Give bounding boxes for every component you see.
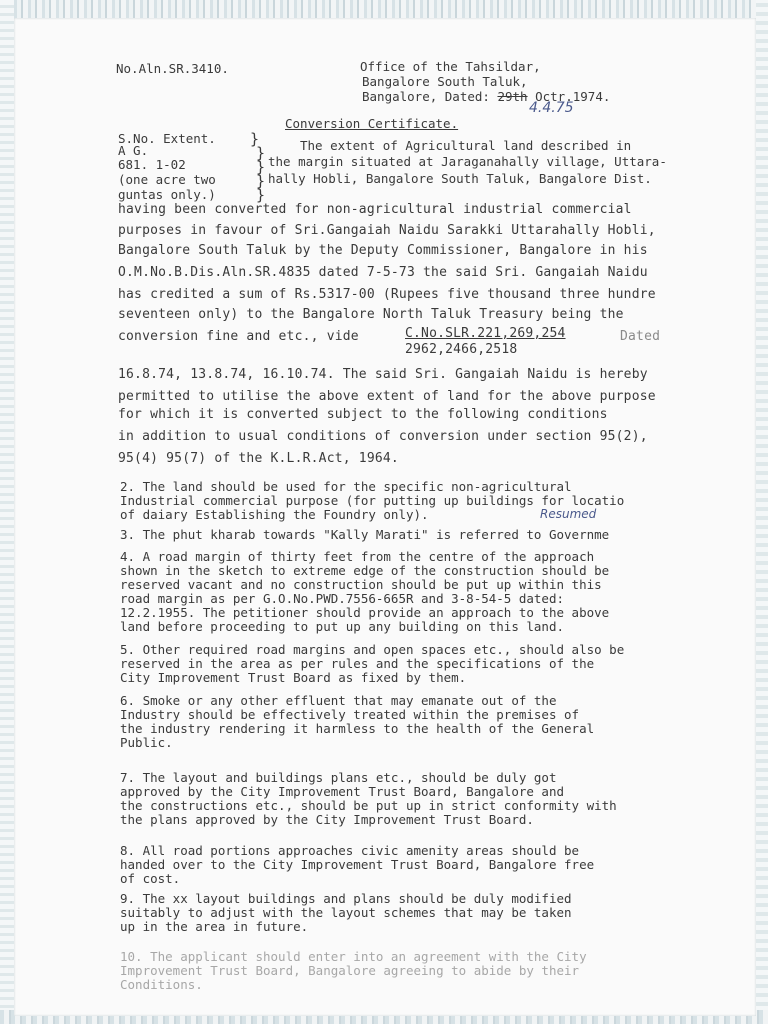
body-line-4: having been converted for non-agricultural industrial commercial: [118, 202, 632, 217]
condition-4-line-6: land before proceeding to put up any building on this land.: [120, 619, 565, 634]
condition-6-line-2: Industry should be effectively treated within the premises of: [120, 707, 580, 722]
handwritten-resumed-note: Resumed: [540, 507, 597, 521]
dated-label: Dated: [620, 329, 661, 344]
margin-survey-values: 681. 1-02: [118, 157, 186, 172]
challan-numbers: C.No.SLR.221,269,254: [405, 326, 566, 341]
body-line-8: has credited a sum of Rs.5317-00 (Rupees five thousand three hundre: [118, 287, 656, 302]
dated-prefix: Bangalore, Dated:: [362, 89, 490, 104]
struck-date: 29th: [497, 89, 528, 104]
margin-units: A G.: [118, 143, 149, 158]
condition-2-line-2: Industrial commercial purpose (for putting up buildings for locatio: [120, 493, 625, 508]
condition-7-line-1: 7. The layout and buildings plans etc., should be duly got: [120, 770, 557, 785]
scan-edge-left: [0, 0, 14, 1024]
condition-10-line-2: Improvement Trust Board, Bangalore agreeing to abide by their: [120, 963, 580, 978]
condition-2-line-1: 2. The land should be used for the specific non-agricultural: [120, 479, 572, 494]
condition-8-line-3: of cost.: [120, 871, 181, 886]
condition-4-line-5: 12.2.1955. The petitioner should provide an approach to the above: [120, 605, 610, 620]
margin-brace-3: }: [256, 158, 266, 176]
body-line-2: the margin situated at Jaraganahally village, Uttara-: [268, 154, 667, 169]
condition-9-line-1: 9. The xx layout buildings and plans should be duly modified: [120, 891, 572, 906]
reference-number: No.Aln.SR.3410.: [116, 61, 229, 76]
condition-7-line-2: approved by the City Improvement Trust Board, Bangalore and: [120, 784, 565, 799]
office-line-1: Office of the Tahsildar,: [360, 59, 541, 74]
para2-line-4: in addition to usual conditions of conversion under section 95(2),: [118, 429, 648, 444]
condition-7-line-4: the plans approved by the City Improvement Trust Board.: [120, 812, 534, 827]
condition-4-line-2: shown in the sketch to extreme edge of the construction should be: [120, 563, 610, 578]
condition-8-line-1: 8. All road portions approaches civic amenity areas should be: [120, 843, 580, 858]
condition-5-line-1: 5. Other required road margins and open spaces etc., should also be: [120, 642, 625, 657]
condition-5-line-3: City Improvement Trust Board as fixed by them.: [120, 670, 467, 685]
condition-8-line-2: handed over to the City Improvement Trust Board, Bangalore free: [120, 857, 595, 872]
condition-5-line-2: reserved in the area as per rules and the specifications of the: [120, 656, 595, 671]
margin-brace-2: }: [256, 144, 266, 162]
margin-extent-words-1: (one acre two: [118, 172, 216, 187]
condition-9-line-3: up in the area in future.: [120, 919, 309, 934]
condition-4-line-3: reserved vacant and no construction should be put up within this: [120, 577, 602, 592]
body-line-7: O.M.No.B.Dis.Aln.SR.4835 dated 7-5-73 the said Sri. Gangaiah Naidu: [118, 265, 648, 280]
condition-6-line-3: the industry rendering it harmless to the health of the General: [120, 721, 595, 736]
condition-9-line-2: suitably to adjust with the layout schemes that may be taken: [120, 905, 572, 920]
challan-numbers-denominator: 2962,2466,2518: [405, 342, 518, 357]
margin-brace-5: }: [256, 186, 266, 204]
body-line-1: The extent of Agricultural land described in: [300, 138, 632, 153]
body-line-3: hally Hobli, Bangalore South Taluk, Bangalore Dist.: [268, 171, 652, 186]
para2-line-1: 16.8.74, 13.8.74, 16.10.74. The said Sri. Gangaiah Naidu is hereby: [118, 367, 648, 382]
condition-6-line-4: Public.: [120, 735, 173, 750]
condition-3-line-1: 3. The phut kharab towards "Kally Marati" is referred to Governme: [120, 527, 610, 542]
condition-10-line-1: 10. The applicant should enter into an agreement with the City: [120, 949, 587, 964]
condition-4-line-1: 4. A road margin of thirty feet from the centre of the approach: [120, 549, 595, 564]
body-line-10: conversion fine and etc., vide: [118, 329, 359, 344]
handwritten-date: 4.4.75: [529, 100, 574, 116]
scan-edge-top: [0, 0, 768, 20]
office-line-2: Bangalore South Taluk,: [362, 74, 528, 89]
condition-2-line-3: of daiary Establishing the Foundry only).: [120, 507, 429, 522]
body-line-5: purposes in favour of Sri.Gangaiah Naidu Sarakki Uttarahally Hobli,: [118, 223, 656, 238]
dated-suffix: Octr.1974.: [535, 89, 611, 104]
margin-brace-1: }: [250, 130, 260, 148]
margin-extent-words-2: guntas only.): [118, 187, 216, 202]
margin-survey-header: S.No. Extent.: [118, 131, 216, 146]
margin-brace-4: }: [256, 172, 266, 190]
condition-7-line-3: the constructions etc., should be put up in strict conformity with: [120, 798, 617, 813]
body-line-6: Bangalore South Taluk by the Deputy Commissioner, Bangalore in his: [118, 243, 648, 258]
body-line-9: seventeen only) to the Bangalore North Taluk Treasury being the: [118, 307, 624, 322]
scan-edge-right: [756, 0, 768, 1024]
para2-line-3: for which it is converted subject to the following conditions: [118, 407, 608, 422]
para2-line-2: permitted to utilise the above extent of land for the above purpose: [118, 389, 656, 404]
document-title: Conversion Certificate.: [285, 116, 459, 131]
condition-6-line-1: 6. Smoke or any other effluent that may emanate out of the: [120, 693, 557, 708]
condition-4-line-4: road margin as per G.O.No.PWD.7556-665R and 3-8-54-5 dated:: [120, 591, 565, 606]
para2-line-5: 95(4) 95(7) of the K.L.R.Act, 1964.: [118, 451, 399, 466]
condition-10-line-3: Conditions.: [120, 977, 203, 992]
